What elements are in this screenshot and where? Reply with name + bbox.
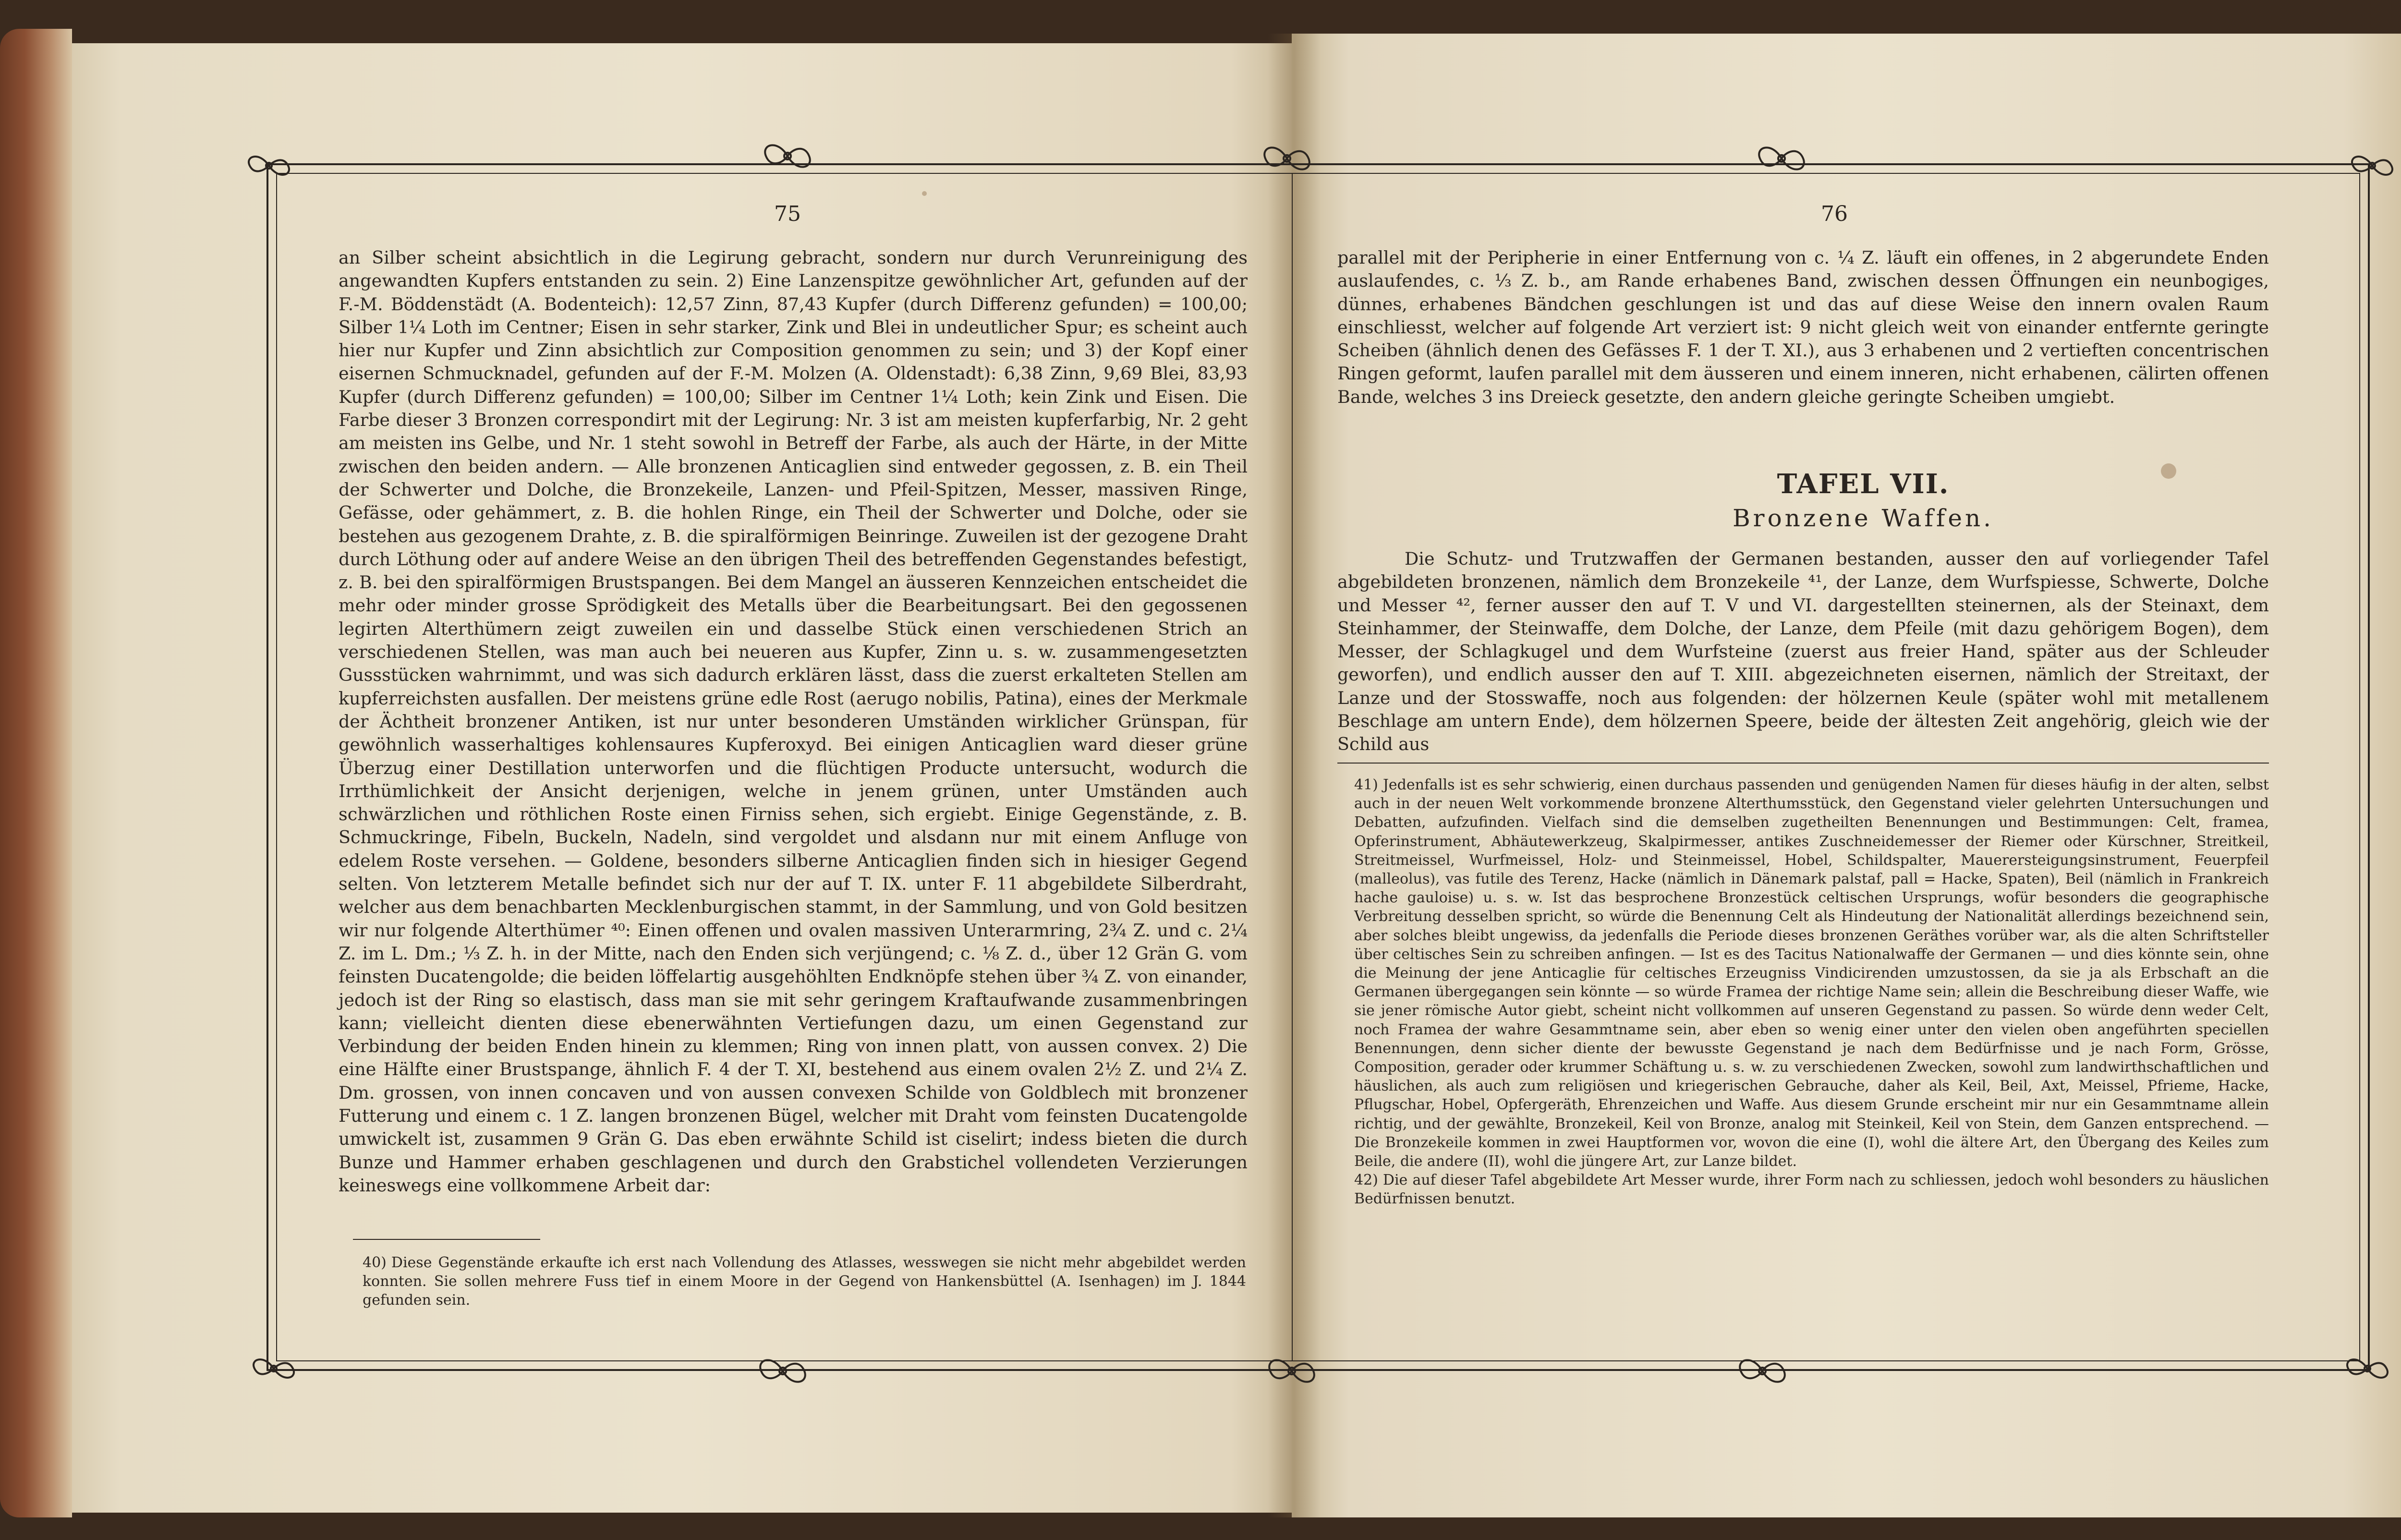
- page-number: 75: [774, 202, 801, 226]
- page-number: 76: [1821, 202, 1848, 226]
- footnote: [363, 1253, 1246, 1310]
- foxing-stain: [922, 191, 927, 196]
- footnote-rule: [1337, 763, 2269, 764]
- section-title: TAFEL VII.: [1777, 468, 1950, 500]
- footnote: [1354, 1171, 2269, 1208]
- paragraph: parallel mit der Peripherie in einer Entfernung von c. ¼ Z. läuft ein offenes, in 2 abgerundete Enden auslaufendes, c. ⅓ Z. b., am Rande erhabenes Band, zwischen dessen Öffnungen ein neunbogiges, dünnes, erhabenes Bändchen geschlungen ist und das auf diese Weise den innern ovalen Raum einschliesst, welcher auf folgende Art verziert ist: 9 nicht gleich weit von einander entfernte geringte Scheiben (ähnlich denen des Gefässes F. 1 der T. XI.), aus 3 erhabenen und 2 vertieften concentrischen Ringen geformt, laufen parallel mit dem äusseren und einem inneren, nicht erhabenen, cälirten offenen Bande, welches 3 ins Dreieck gesetzte, den andern gleiche geringte Scheiben umgiebt.: [1337, 247, 2269, 407]
- body-text: [1337, 547, 2269, 756]
- scroll-ornament-icon: [235, 146, 303, 185]
- scroll-ornament-icon: [754, 137, 821, 175]
- scroll-ornament-icon: [2334, 1349, 2401, 1388]
- center-divider: [1292, 174, 1293, 1360]
- scroll-ornament-icon: [1253, 139, 1321, 178]
- body-text: [1337, 246, 2269, 409]
- paragraph: Die Schutz- und Trutzwaffen der Germanen bestanden, ausser den auf vorliegender Tafel abgebildeten bronzenen, nämlich dem Bronzekeile ⁴¹, der Lanze, dem Wurfspiesse, Schwerte, Dolche und Messer ⁴², ferner ausser den auf T. V und VI. dargestellten steinernen, als der Steinaxt, dem Steinhammer, der Steinwaffe, dem Dolche, der Lanze, dem Pfeile (mit dazu gehörigem Bogen), dem Messer, der Schlagkugel und dem Wurfsteine (zuerst aus freier Hand, später aus der Schleuder geworfen), und endlich ausser den auf T. XIII. abgezeichneten eisernen, nämlich der Streitaxt, der Lanze und der Stosswaffe, noch aus folgenden: der hölzernen Keule (später wohl mit metallenem Beschlage am untern Ende), dem hölzernen Speere, beide der ältesten Zeit angehörig, gleich wie der Schild aus: [1337, 548, 2269, 755]
- section-subtitle: Bronzene Waffen.: [1732, 504, 1994, 532]
- scroll-ornament-icon: [749, 1352, 816, 1390]
- footnote-marker: 42): [1354, 1172, 1378, 1189]
- footnotes: [1354, 776, 2269, 1209]
- scroll-ornament-icon: [1748, 139, 1815, 178]
- scroll-ornament-icon: [2339, 146, 2401, 185]
- paragraph: an Silber scheint absichtlich in die Legirung gebracht, sondern nur durch Verunreinigung des angewandten Kupfers entstanden zu sein. 2) Eine Lanzenspitze gewöhnlicher Art, gefunden auf der F.-M. Böddenstädt (A. Bodenteich): 12,57 Zinn, 87,43 Kupfer (durch Differenz gefunden) = 100,00; Silber 1¼ Loth im Centner; Eisen in sehr starker, Zink und Blei in undeutlicher Spur; es scheint auch hier nur Kupfer und Zinn absichtlich zur Composition genommen zu sein; und 3) der Kopf einer eisernen Schmucknadel, gefunden auf der F.-M. Molzen (A. Oldenstadt): 6,38 Zinn, 9,69 Blei, 83,93 Kupfer (durch Differenz gefunden) = 100,00; Silber im Centner 1¼ Loth; kein Zink und Eisen. Die Farbe dieser 3 Bronzen correspondirt mit der Legirung: Nr. 3 ist am meisten kupferfarbig, Nr. 2 geht am meisten ins Gelbe, und Nr. 1 steht sowohl in Betreff der Farbe, als auch der Härte, in der Mitte zwischen den beiden andern. — Alle bronzenen Anticaglien sind entweder gegossen, z. B. ein Theil der Schwerter und Dolche, die Bronzekeile, Lanzen- und Pfeil-Spitzen, Messer, massiven Ringe, Gefässe, oder gehämmert, z. B. die hohlen Ringe, ein Theil der Schwerter und Dolche, oder sie bestehen aus gezogenem Drahte, z. B. die spiralförmigen Beinringe. Zuweilen ist der gezogene Draht durch Löthung oder auf andere Weise an den übrigen Theil des betreffenden Gegenstandes befestigt, z. B. bei den spiralförmigen Brustspangen. Bei dem Mangel an äusseren Kennzeichen entscheidet die mehr oder minder grosse Sprödigkeit des Metalls über die Bearbeitungsart. Bei den gegossenen legirten Alterthümern zeigt zuweilen ein und dasselbe Stück einen verschiedenen Strich an verschiedenen Stellen, was man auch bei neueren aus Kupfer, Zinn u. s. w. zusammengesetzten Gussstücken wahrnimmt, und was sich dadurch erklären lässt, dass die zuerst erkalteten Stellen am kupferreichsten ausfallen. Der meistens grüne edle Rost (aerugo nobilis, Patina), eines der Merkmale der Ächtheit bronzener Antiken, ist nur unter besonderen Umständen wirklicher Grünspan, für gewöhnlich wasserhaltiges kohlensaures Kupferoxyd. Bei einigen Anticaglien ward dieser grüne Überzug einer Destillation unterworfen und die flüchtigen Producte untersucht, wodurch die Irrthümlichkeit der Ansicht derjenigen, welche in jenem grünen, unter Umständen auch schwärzlichen und röthlichen Roste einen Firniss sehen, sich ergiebt. Einige Gegenstände, z. B. Schmuckringe, Fibeln, Buckeln, Nadeln, sind vergoldet und alsdann nur mit einem Anfluge von edelem Roste versehen. — Goldene, besonders silberne Anticaglien finden sich in hiesiger Gegend selten. Von letzterem Metalle befindet sich nur der auf T. IX. unter F. 11 abgebildete Silberdraht, welcher aus dem benachbarten Mecklenburgischen stammt, in der Sammlung, und von Gold besitzen wir nur folgende Alterthümer ⁴⁰: Einen offenen und ovalen massiven Unterarmring, 2¾ Z. und c. 2¼ Z. im L. Dm.; ⅓ Z. h. in der Mitte, nach den Enden sich verjüngend; c. ⅛ Z. d., über 12 Grän G. vom feinsten Ducatengolde; die beiden löffelartig ausgehöhlten Endknöpfe stehen über ¾ Z. von einander, jedoch ist der Ring so elastisch, dass man sie mit sehr geringem Kraftaufwande zusammenbringen kann; vielleicht dienten diese ebenerwähnten Vertiefungen dazu, um einen Gegenstand zur Verbindung der beiden Enden hinein zu klemmen; Ring von innen platt, von aussen convex. 2) Die eine Hälfte einer Brustspange, ähnlich F. 4 der T. XI, bestehend aus einem ovalen 2½ Z. und 2¼ Z. Dm. grossen, von innen concaven und von aussen convexen Schilde von Goldblech mit bronzener Futterung und einem c. 1 Z. langen bronzenen Bügel, welcher mit Draht vom feinsten Ducatengolde umwickelt ist, zusammen 9 Grän G. Das eben erwähnte Schild ist ciselirt; indess bieten die durch Bunze und Hammer erhaben geschlagenen und durch den Grabstichel vollendeten Verzierungen keineswegs eine vollkommene Arbeit dar:: [339, 247, 1248, 1196]
- footnote-rule: [353, 1239, 540, 1240]
- scroll-ornament-icon: [240, 1349, 307, 1388]
- footnote: [1354, 776, 2269, 1171]
- footnote-text: Diese Gegenstände erkaufte ich erst nach Vollendung des Atlasses, wesswegen sie nicht mehr abgebildet werden konnten. Sie sollen mehrere Fuss tief in einem Moore in der Gegend von Hankensbüttel (A. Isenhagen) im J. 1844 gefunden sein.: [363, 1254, 1246, 1309]
- footnote-marker: 40): [363, 1254, 387, 1271]
- footnote-text: Die auf dieser Tafel abgebildete Art Messer wurde, ihrer Form nach zu schliessen, jedoch wohl besonders zu häuslichen Bedürfnissen benutzt.: [1354, 1172, 2269, 1208]
- book-cover-left: [0, 29, 72, 1517]
- scroll-ornament-icon: [1258, 1352, 1325, 1390]
- body-text: [339, 246, 1248, 1197]
- footnote-text: Jedenfalls ist es sehr schwierig, einen durchaus passenden und genügenden Namen für dieses häufig in der alten, selbst auch in der neuen Welt vorkommende bronzene Alterthumsstück, den Gegenstand vieler gelehrten Untersuchungen und Debatten, aufzufinden. Vielfach sind die demselben zugetheilten Benennungen und Bestimmungen: Celt, framea, Opferinstrument, Abhäutewerkzeug, Skalpirmesser, antikes Zuschneidemesser der Riemer oder Kürschner, Streitkeil, Streitmeissel, Wurfmeissel, Holz- und Steinmeissel, Hobel, Schildspalter, Mauerersteigungsinstrument, Feuerpfeil (malleolus), vas futile des Terenz, Hacke (nämlich in Dänemark palstaf, pall = Hacke, Spaten), Beil (nämlich in Frankreich hache gauloise) u. s. w. Ist das besprochene Bronzestück celtischen Ursprungs, wofür besonders die geographische Verbreitung desselben spricht, so würde die Benennung Celt als Hindeutung der Nationalität allerdings bezeichnend sein, aber solches bleibt ungewiss, da jedenfalls die Periode dieses bronzenen Geräthes vorüber war, als die alten Schriftsteller über celtisches Sein zu schreiben anfingen. — Ist es des Tacitus Nationalwaffe der Germanen — und dies könnte sein, ohne die Meinung der jene Anticaglie für celtisches Erzeugniss Vindicirenden umzustossen, da sie ja als Erbschaft an die Germanen übergegangen sein könnte — so würde Framea der richtige Name sein; allein die Beschreibung dieser Waffe, wie sie jener römische Autor giebt, scheint nicht vollkommen auf unseren Gegenstand zu passen. So würde denn weder Celt, noch Framea der wahre Gesammtname sein, aber eben so wenig einer unter den vielen oben angeführten speciellen Benennungen, denn sicher diente der bewusste Gegenstand je nach dem Bedürfnisse und je nach Form, Grösse, Composition, gerader oder krummer Schäftung u. s. w. zu verschiedenen Zwecken, sowohl zum landwirthschaftlichen und häuslichen, als auch zum religiösen und kriegerischen Gebrauche, daher als Keil, Beil, Axt, Meissel, Pfrieme, Hacke, Pflugschar, Hobel, Opfergeräth, Ehrenzeichen und Waffe. Aus diesem Grunde erscheint mir nur ein Gesammtname allein richtig, und der gewählte, Bronzekeil, Keil von Bronze, analog mit Steinkeil, Keil von Stein, dem Ganzen entsprechend. — Die Bronzekeile kommen in zwei Hauptformen vor, wovon die eine (I), wohl die ältere Art, den Übergang des Keiles zum Beile, die andere (II), wohl die jüngere Art, zur Lanze bildet.: [1354, 776, 2269, 1170]
- footnotes: [363, 1253, 1246, 1310]
- scroll-ornament-icon: [1729, 1352, 1796, 1390]
- footnote-marker: 41): [1354, 776, 1378, 793]
